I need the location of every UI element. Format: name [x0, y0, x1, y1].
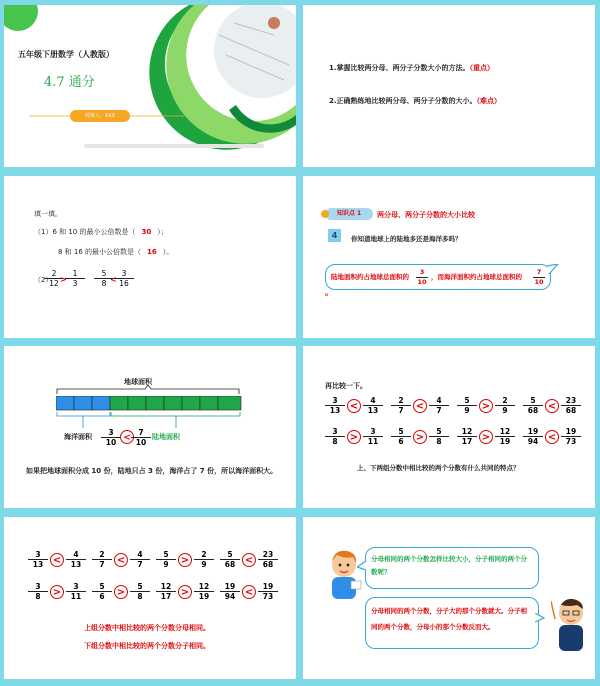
denominator: 7	[398, 406, 404, 415]
denominator: 13	[70, 560, 82, 569]
numerator: 5	[92, 582, 112, 592]
fraction-right	[258, 582, 278, 601]
question-1b	[58, 247, 173, 257]
answer-1: 30	[141, 228, 152, 236]
photo-circle	[214, 5, 296, 98]
numerator: 5	[429, 427, 449, 437]
numerator: 19	[561, 427, 581, 437]
numerator: 5	[220, 550, 240, 560]
compare-circle: <	[545, 430, 559, 444]
question-2: （2）	[34, 276, 53, 284]
compare-circle: >	[347, 430, 361, 444]
q1b-text: 8 和 16 的最小公倍数是（	[58, 248, 142, 256]
fraction-right	[495, 396, 515, 415]
slide-knowledge-point[interactable]	[303, 176, 595, 338]
denominator: 17	[160, 592, 172, 601]
teacher-badge: 授课人：XXX	[70, 110, 130, 122]
knowledge-badge: 知识点 1	[325, 208, 373, 220]
denominator: 94	[527, 437, 539, 446]
numerator: 12	[457, 427, 477, 437]
numerator: 3	[325, 427, 345, 437]
denominator: 8	[35, 592, 41, 601]
denominator: 6	[398, 437, 404, 446]
boy-icon	[325, 547, 365, 599]
compare-circle: >	[413, 430, 427, 444]
fraction-right	[363, 427, 383, 446]
denominator: 9	[163, 560, 169, 569]
fraction-left	[92, 582, 112, 601]
corner-circle	[4, 5, 38, 31]
numerator: 3	[66, 582, 86, 592]
numerator: 2	[92, 550, 112, 560]
fraction-right	[66, 550, 86, 569]
land-label: 陆地面积	[152, 433, 180, 441]
frac-1-3: 1 3	[65, 269, 85, 288]
goal-1-text: 1.掌握比较两分母、两分子分数大小的方法。	[329, 64, 470, 72]
brace-top	[54, 384, 244, 396]
numerator: 12	[495, 427, 515, 437]
numerator: 4	[66, 550, 86, 560]
example-question: 你知道地球上的陆地多还是海洋多吗？	[351, 235, 462, 243]
statement-a: 陆地面积约占地球总面积的	[331, 273, 409, 281]
denominator: 8	[436, 437, 442, 446]
numerator: 2	[495, 396, 515, 406]
denominator: 8	[332, 437, 338, 446]
numerator: 5	[391, 427, 411, 437]
frac-3-10-b: 3 10	[101, 428, 121, 447]
slide-fill-in[interactable]	[4, 176, 296, 338]
slide-goals[interactable]	[303, 5, 595, 167]
fraction-left	[325, 427, 345, 446]
slide-bar-model[interactable]	[4, 346, 296, 508]
bar-title: 地球面积	[124, 378, 152, 386]
question-1a	[34, 227, 168, 237]
question-text	[371, 553, 531, 579]
denominator: 11	[367, 437, 379, 446]
frac-7-10-b: 7 10	[131, 428, 151, 447]
badge-dot	[321, 210, 329, 218]
frac-2-12: 2 12	[44, 269, 64, 288]
denominator: 7	[99, 560, 105, 569]
numerator: 5	[457, 396, 477, 406]
denominator: 6	[99, 592, 105, 601]
fraction-left	[523, 427, 543, 446]
denominator: 68	[262, 560, 274, 569]
area-bar	[56, 396, 242, 412]
numerator: 12	[194, 582, 214, 592]
teacher-icon	[551, 595, 591, 651]
numerator: 5	[130, 582, 150, 592]
numerator: 19	[258, 582, 278, 592]
goal-1	[329, 63, 494, 73]
denominator: 9	[502, 406, 508, 415]
question-b: 分子相同的两个分数呢？	[371, 555, 527, 576]
numerator: 3	[363, 427, 383, 437]
sym-2: <	[110, 275, 117, 284]
lesson-title: 4.7 通分	[44, 75, 95, 90]
compare-heading: 再比较一下。	[325, 382, 367, 390]
numerator: 12	[156, 582, 176, 592]
numerator: 3	[28, 550, 48, 560]
fraction-right	[363, 396, 383, 415]
knowledge-title: 两分母、两分子分数的大小比较	[377, 211, 475, 219]
fraction-left	[391, 427, 411, 446]
fraction-right	[495, 427, 515, 446]
fraction-right	[194, 550, 214, 569]
numerator: 5	[523, 396, 543, 406]
example-number: 4	[328, 229, 341, 242]
fraction-right	[66, 582, 86, 601]
denominator: 11	[70, 592, 82, 601]
fraction-left	[156, 550, 176, 569]
frac-3-16: 3 16	[114, 269, 134, 288]
q1a-end: ）；	[157, 228, 168, 236]
numerator: 3	[325, 396, 345, 406]
numerator: 5	[156, 550, 176, 560]
frac-5-8: 5 8	[94, 269, 114, 288]
slide-observation[interactable]	[4, 517, 296, 679]
note-1: 上组分数中相比较的两个分数分母相同。	[84, 624, 210, 632]
goal-2-tag: （难点）	[476, 97, 502, 105]
compare-circle: <	[242, 553, 256, 567]
compare-circle: <	[114, 553, 128, 567]
fraction-left	[92, 550, 112, 569]
denominator: 7	[436, 406, 442, 415]
fraction-left	[220, 550, 240, 569]
denominator: 7	[137, 560, 143, 569]
denominator: 19	[198, 592, 210, 601]
numerator: 4	[429, 396, 449, 406]
denominator: 68	[565, 406, 577, 415]
bubble-tail-left	[357, 561, 367, 571]
denominator: 73	[565, 437, 577, 446]
fraction-right	[429, 396, 449, 415]
fraction-left	[28, 550, 48, 569]
denominator: 13	[32, 560, 44, 569]
denominator: 13	[329, 406, 341, 415]
numerator: 23	[258, 550, 278, 560]
denominator: 68	[224, 560, 236, 569]
compare-circle: >	[479, 430, 493, 444]
explanation-paragraph: 如果把地球面积分成 10 份，陆地只占 3 份，海洋占了 7 份，所以海洋面积大。	[26, 467, 278, 475]
numerator: 19	[220, 582, 240, 592]
compare-circle: <	[347, 399, 361, 413]
fraction-left	[28, 582, 48, 601]
slide-conclusion[interactable]	[303, 517, 595, 679]
numerator: 23	[561, 396, 581, 406]
denominator: 73	[262, 592, 274, 601]
numerator: 4	[130, 550, 150, 560]
bubble-tail-right	[535, 613, 545, 623]
fraction-right	[561, 427, 581, 446]
compare-circle: >	[479, 399, 493, 413]
statement-b: ，而海洋面积约占地球总面积的	[431, 273, 522, 281]
fraction-right	[561, 396, 581, 415]
slide-compare-again[interactable]	[303, 346, 595, 508]
numerator: 2	[194, 550, 214, 560]
numerator: 2	[391, 396, 411, 406]
fraction-left	[523, 396, 543, 415]
goal-2-text: 2.正确熟练地比较两分母、两分子分数的大小。	[329, 97, 477, 105]
compare-question: 上、下两组分数中相比较的两个分数有什么共同的特点？	[357, 464, 520, 472]
fraction-right	[258, 550, 278, 569]
fraction-left	[457, 396, 477, 415]
frac-3-10: 3 10	[417, 268, 427, 286]
denominator: 8	[137, 592, 143, 601]
gray-bar	[84, 144, 264, 148]
compare-circle: <	[242, 585, 256, 599]
fill-heading: 填一填。	[34, 210, 62, 218]
numerator: 4	[363, 396, 383, 406]
compare-circle: <	[50, 553, 64, 567]
denominator: 68	[527, 406, 539, 415]
numerator: 19	[523, 427, 543, 437]
answer-2: 16	[147, 248, 157, 256]
denominator: 19	[499, 437, 511, 446]
goal-2	[329, 96, 501, 106]
denominator: 9	[464, 406, 470, 415]
denominator: 94	[224, 592, 236, 601]
denominator: 13	[367, 406, 379, 415]
course-title: 五年级下册数学（人教版）	[18, 50, 114, 59]
fraction-right	[130, 550, 150, 569]
frac-7-10: 7 10	[534, 268, 544, 286]
compare-circle: <	[545, 399, 559, 413]
question-a: 分母相同的两个分数怎样比较大小，	[371, 555, 475, 563]
denominator: 17	[461, 437, 473, 446]
fraction-left	[325, 396, 345, 415]
q1b-end: ）。	[162, 248, 174, 256]
compare-circle: >	[50, 585, 64, 599]
answer-text: 分母相同的两个分数，分子大的那个分数就大。分子相同的两个分数，分母小的那个分数反而大。	[371, 607, 527, 631]
fraction-right	[194, 582, 214, 601]
goal-1-tag: （重点）	[469, 64, 495, 72]
slide-title[interactable]	[4, 5, 296, 167]
fraction-left	[220, 582, 240, 601]
compare-circle: >	[178, 585, 192, 599]
fraction-right	[429, 427, 449, 446]
period-mark: 。	[325, 288, 333, 297]
compare-circle: >	[114, 585, 128, 599]
fraction-left	[156, 582, 176, 601]
fraction-left	[457, 427, 477, 446]
photo-hand	[268, 17, 280, 29]
sea-label: 海洋面积	[64, 433, 92, 441]
bubble-tail	[547, 264, 559, 276]
compare-circle: <	[413, 399, 427, 413]
numerator: 3	[28, 582, 48, 592]
sym-1: >	[60, 275, 67, 284]
denominator: 9	[201, 560, 207, 569]
q1a-text: （1）6 和 10 的最小公倍数是（	[34, 228, 136, 236]
fraction-left	[391, 396, 411, 415]
note-2: 下组分数中相比较的两个分数分子相同。	[84, 642, 210, 650]
fraction-right	[130, 582, 150, 601]
compare-circle: >	[178, 553, 192, 567]
compare-sign: <	[120, 430, 134, 444]
